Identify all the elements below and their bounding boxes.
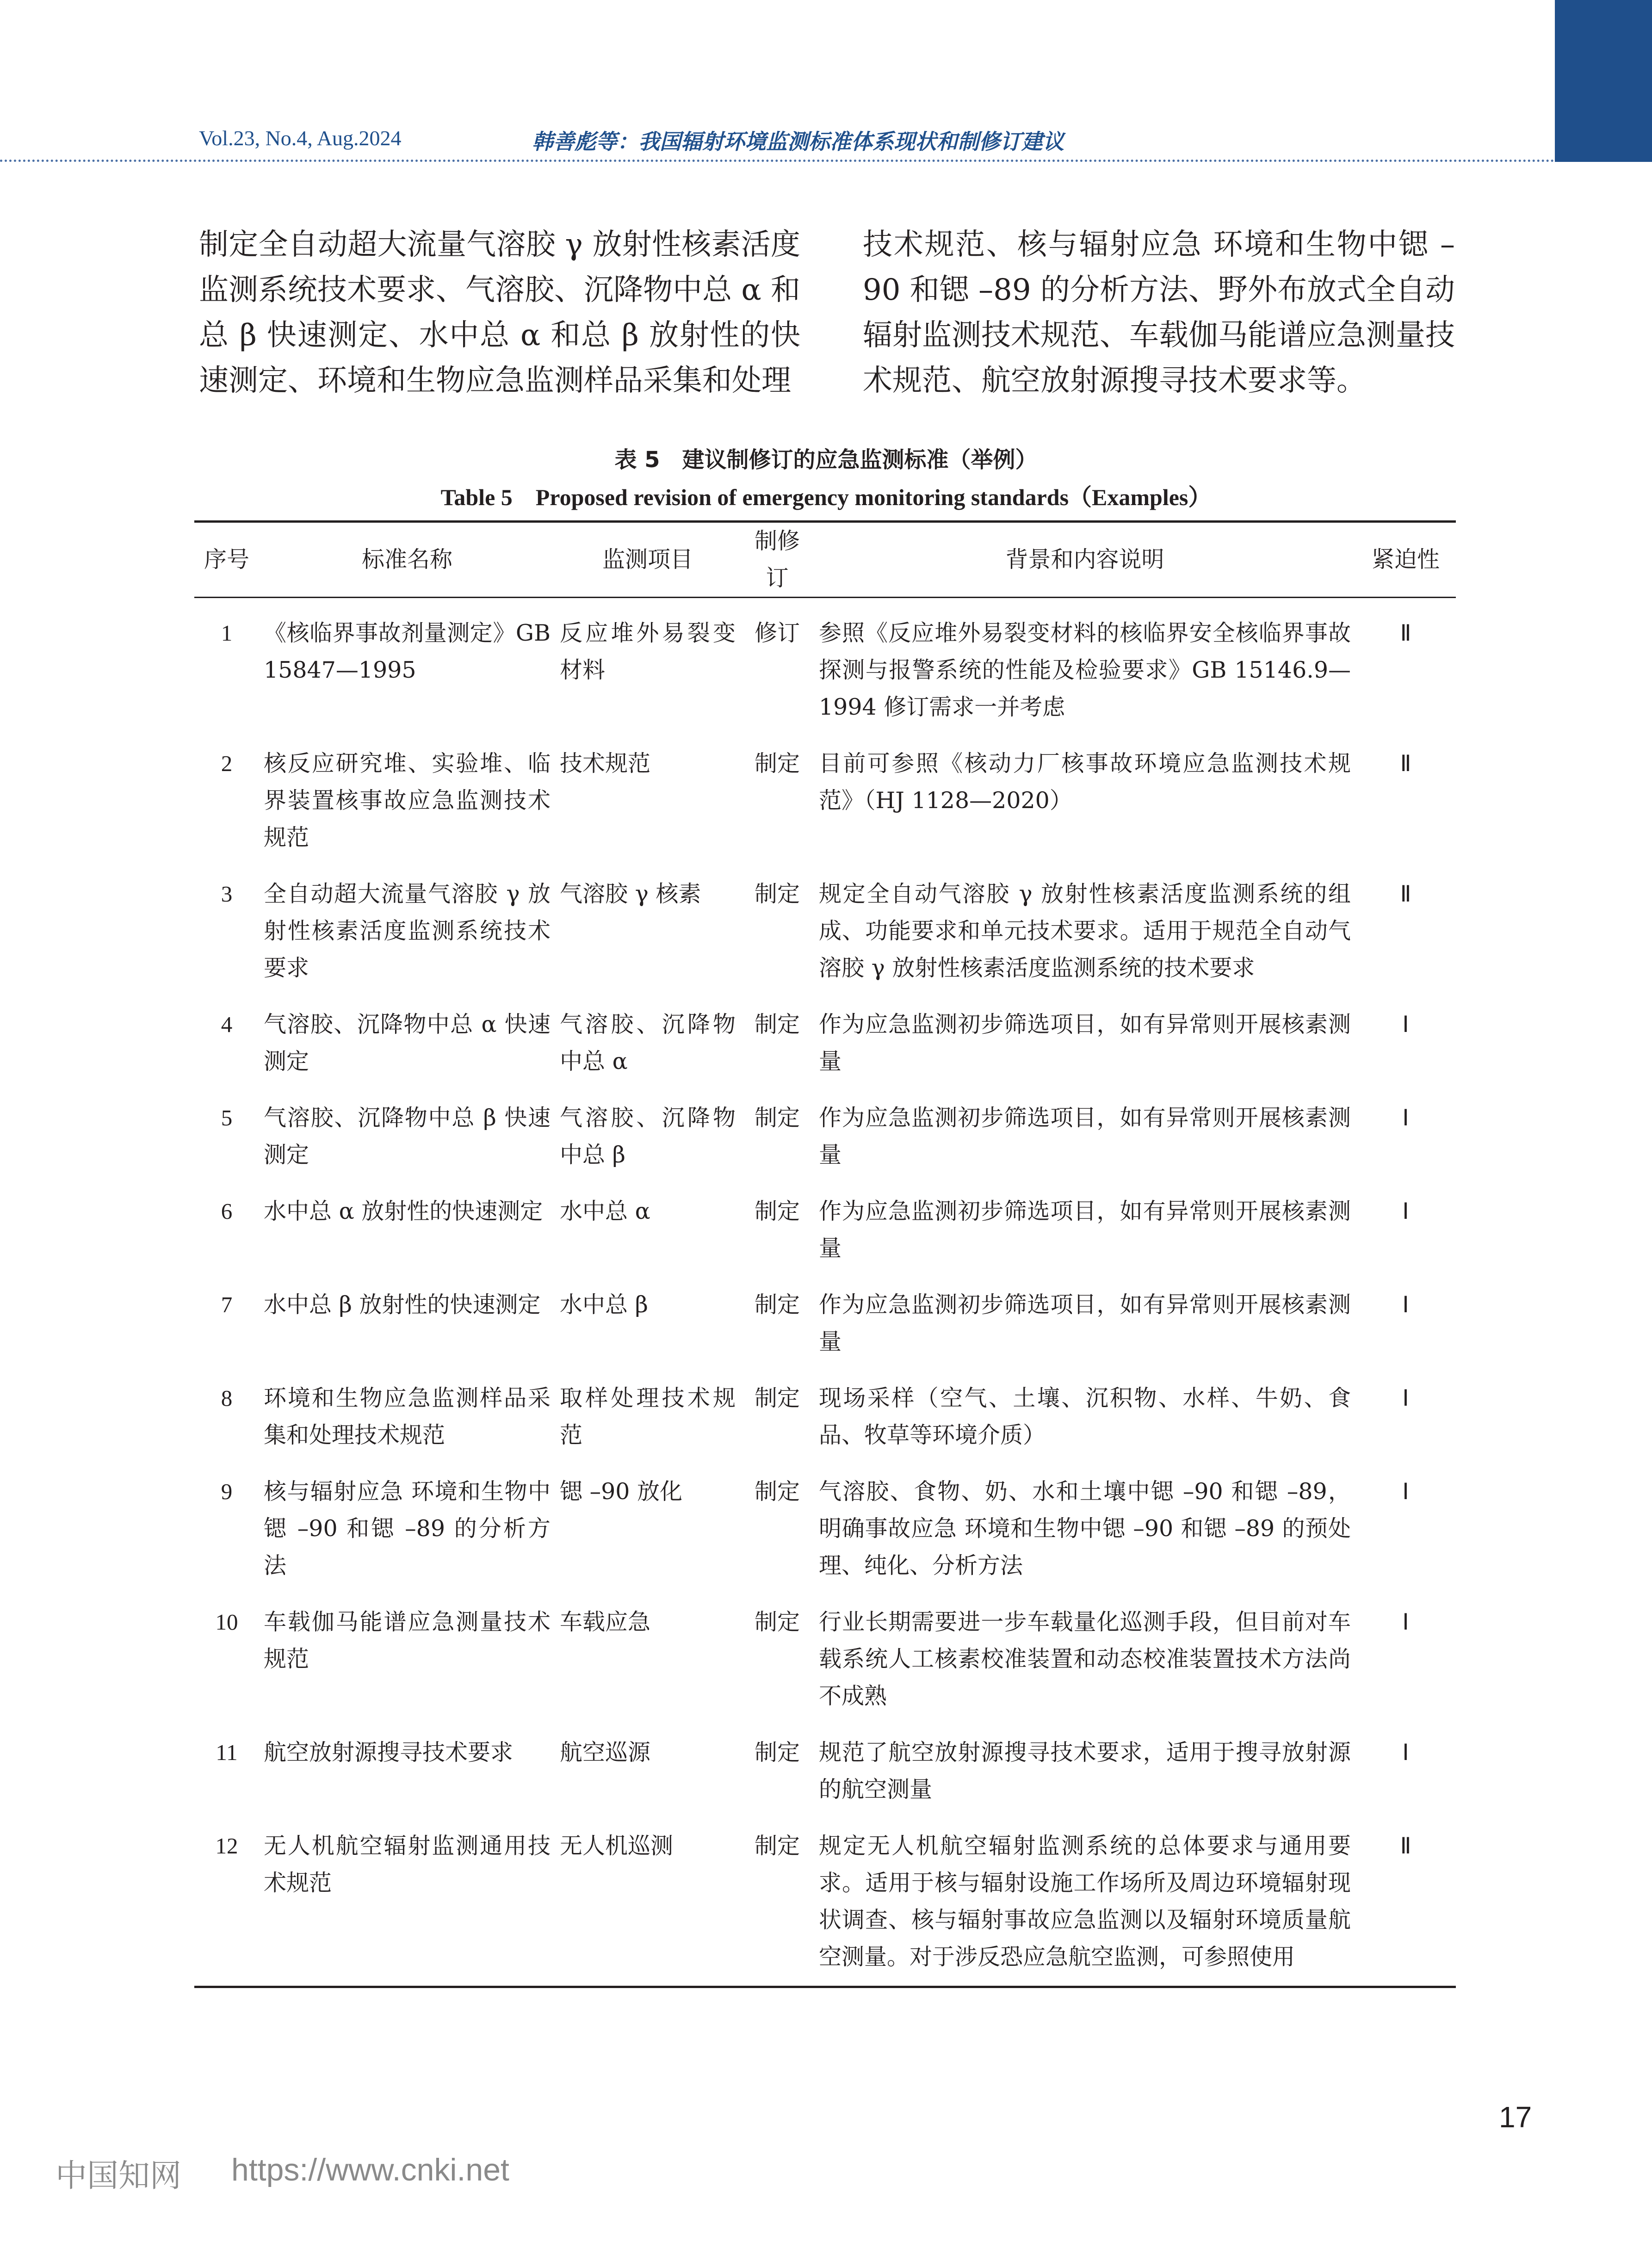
table-row bbox=[194, 1088, 1456, 1182]
body-text-left-column: 制定全自动超大流量气溶胶 γ 放射性核素活度监测系统技术要求、气溶胶、沉降物中总 α 和总 β 快速测定、水中总 α 和总 β 放射性的快速测定、环境和生物应急监测样品采集和处理 bbox=[199, 228, 800, 398]
table-row bbox=[194, 995, 1456, 1088]
cell-description: 作为应急监测初步筛选项目，如有异常则开展核素测量 bbox=[819, 1291, 1351, 1355]
header-item: 监测项目 bbox=[555, 522, 740, 598]
cell-item: 技术规范 bbox=[560, 750, 651, 777]
header-revision: 制修订 bbox=[740, 522, 814, 598]
cell-item: 无人机巡测 bbox=[555, 1816, 740, 1987]
cell-description: 作为应急监测初步筛选项目，如有异常则开展核素测量 bbox=[819, 1105, 1351, 1168]
cell-item: 水中总 α bbox=[560, 1198, 650, 1224]
running-title: 韩善彪等：我国辐射环境监测标准体系现状和制修订建议 bbox=[532, 129, 1064, 154]
cell-urgency: Ⅰ bbox=[1402, 1740, 1409, 1765]
cell-no: 4 bbox=[221, 1012, 233, 1037]
cell-name: 核反应研究堆、实验堆、临界装置核事故应急监测技术规范 bbox=[264, 750, 551, 851]
cell-name: 全自动超大流量气溶胶 γ 放射性核素活度监测系统技术要求 bbox=[264, 881, 551, 981]
cell-no: 1 bbox=[221, 620, 233, 646]
cell-urgency: Ⅱ bbox=[1400, 620, 1411, 646]
cell-revision: 制定 bbox=[754, 1105, 800, 1131]
cell-urgency: Ⅰ bbox=[1402, 1012, 1409, 1037]
cell-urgency: Ⅱ bbox=[1400, 751, 1411, 776]
body-text-right-column: 技术规范、核与辐射应急 环境和生物中锶 –90 和锶 –89 的分析方法、野外布放式全自动辐射监测技术规范、车载伽马能谱应急测量技术规范、航空放射源搜寻技术要求等。 bbox=[863, 228, 1455, 398]
cnki-watermark-logo: 中国知网 bbox=[56, 2158, 182, 2194]
table-row bbox=[194, 1723, 1456, 1816]
header-description: 背景和内容说明 bbox=[814, 522, 1355, 598]
cell-item: 航空巡源 bbox=[560, 1739, 651, 1766]
cell-name: 水中总 β 放射性的快速测定 bbox=[264, 1291, 541, 1318]
page-number: 17 bbox=[1499, 2100, 1532, 2134]
cell-no: 3 bbox=[221, 881, 233, 907]
cell-description: 规定全自动气溶胶 γ 放射性核素活度监测系统的组成、功能要求和单元技术要求。适用于规范全自动气溶胶 γ 放射性核素活度监测系统的技术要求 bbox=[819, 881, 1351, 981]
table-header-row bbox=[194, 522, 1456, 598]
cell-item: 锶 –90 放化 bbox=[560, 1478, 683, 1505]
cell-description: 规范了航空放射源搜寻技术要求，适用于搜寻放射源的航空测量 bbox=[819, 1739, 1351, 1803]
cell-no: 9 bbox=[221, 1479, 233, 1504]
cell-name: 核与辐射应急 环境和生物中锶 –90 和锶 –89 的分析方法 bbox=[264, 1478, 551, 1579]
cell-item: 车载应急 bbox=[560, 1609, 651, 1635]
header-urgency: 紧迫性 bbox=[1355, 522, 1456, 598]
cell-item: 水中总 β bbox=[560, 1291, 648, 1318]
cell-description: 作为应急监测初步筛选项目，如有异常则开展核素测量 bbox=[819, 1198, 1351, 1261]
cell-revision: 修订 bbox=[754, 620, 800, 646]
cell-no: 5 bbox=[221, 1105, 233, 1130]
cell-revision: 制定 bbox=[754, 750, 800, 777]
cell-revision: 制定 bbox=[754, 1198, 800, 1224]
corner-color-block bbox=[1555, 0, 1652, 162]
cnki-watermark-url[interactable]: https://www.cnki.net bbox=[231, 2152, 509, 2187]
table-caption-en: Table 5 Proposed revision of emergency monitoring standards（Examples） bbox=[440, 484, 1212, 510]
cell-item: 气溶胶 γ 核素 bbox=[560, 881, 701, 907]
cell-item: 反应堆外易裂变材料 bbox=[560, 620, 736, 683]
cell-no: 7 bbox=[221, 1292, 233, 1317]
table-row bbox=[194, 1816, 1456, 1987]
cell-description: 规定无人机航空辐射监测系统的总体要求与通用要求。适用于核与辐射设施工作场所及周边环境辐射现状调查、核与辐射事故应急监测以及辐射环境质量航空测量。对于涉反恐应急航空监测，可参照使用 bbox=[814, 1816, 1355, 1987]
cell-description: 行业长期需要进一步车载量化巡测手段，但目前对车载系统人工核素校准装置和动态校准装置技术方法尚不成熟 bbox=[819, 1609, 1351, 1709]
standards-table bbox=[194, 520, 1456, 1988]
cell-revision: 制定 bbox=[754, 1385, 800, 1411]
cell-revision: 制定 bbox=[754, 881, 800, 907]
table-row bbox=[194, 598, 1456, 735]
cell-name: 车载伽马能谱应急测量技术规范 bbox=[264, 1609, 551, 1672]
journal-volume: Vol.23, No.4, Aug.2024 bbox=[199, 126, 402, 150]
table-row bbox=[194, 1462, 1456, 1593]
cell-name: 水中总 α 放射性的快速测定 bbox=[264, 1198, 543, 1224]
cell-name: 《核临界事故剂量测定》GB 15847—1995 bbox=[264, 620, 551, 683]
cell-urgency: Ⅱ bbox=[1355, 1816, 1456, 1987]
cell-item: 气溶胶、沉降物中总 α bbox=[560, 1011, 736, 1075]
cell-description: 气溶胶、食物、奶、水和土壤中锶 –90 和锶 –89，明确事故应急 环境和生物中锶 –90 和锶 –89 的预处理、纯化、分析方法 bbox=[819, 1478, 1351, 1579]
cell-no: 2 bbox=[221, 751, 233, 776]
cell-name: 航空放射源搜寻技术要求 bbox=[264, 1739, 514, 1766]
cell-revision: 制定 bbox=[754, 1291, 800, 1318]
cell-name: 气溶胶、沉降物中总 β 快速测定 bbox=[264, 1105, 551, 1168]
cell-name: 无人机航空辐射监测通用技术规范 bbox=[259, 1816, 555, 1987]
cell-no: 11 bbox=[216, 1740, 238, 1765]
table-row bbox=[194, 1369, 1456, 1462]
cell-revision: 制定 bbox=[754, 1609, 800, 1635]
cell-revision: 制定 bbox=[740, 1816, 814, 1987]
cell-no: 12 bbox=[194, 1816, 259, 1987]
table-row bbox=[194, 1275, 1456, 1369]
cell-description: 目前可参照《核动力厂核事故环境应急监测技术规范》（HJ 1128—2020） bbox=[819, 750, 1351, 814]
cell-urgency: Ⅱ bbox=[1400, 881, 1411, 907]
cell-description: 现场采样（空气、土壤、沉积物、水样、牛奶、食品、牧草等环境介质） bbox=[819, 1385, 1351, 1448]
cell-urgency: Ⅰ bbox=[1402, 1479, 1409, 1504]
table-row bbox=[194, 734, 1456, 865]
header-divider bbox=[0, 160, 1555, 162]
cell-revision: 制定 bbox=[754, 1739, 800, 1766]
cell-item: 气溶胶、沉降物中总 β bbox=[560, 1105, 736, 1168]
cell-name: 环境和生物应急监测样品采集和处理技术规范 bbox=[264, 1385, 551, 1448]
cell-urgency: Ⅰ bbox=[1402, 1385, 1409, 1411]
cell-revision: 制定 bbox=[754, 1478, 800, 1505]
table-row bbox=[194, 1182, 1456, 1275]
table-row bbox=[194, 865, 1456, 995]
cell-urgency: Ⅰ bbox=[1402, 1198, 1409, 1224]
header-no: 序号 bbox=[194, 522, 259, 598]
table-caption-cn: 表 5 建议制修订的应急监测标准（举例） bbox=[614, 447, 1038, 473]
header-name: 标准名称 bbox=[259, 522, 555, 598]
cell-name: 气溶胶、沉降物中总 α 快速测定 bbox=[264, 1011, 551, 1075]
cell-revision: 制定 bbox=[754, 1011, 800, 1038]
cell-urgency: Ⅰ bbox=[1402, 1292, 1409, 1317]
cell-description: 参照《反应堆外易裂变材料的核临界安全核临界事故探测与报警系统的性能及检验要求》GB 15146.9—1994 修订需求一并考虑 bbox=[819, 620, 1351, 720]
cell-urgency: Ⅰ bbox=[1402, 1105, 1409, 1130]
table-row bbox=[194, 1593, 1456, 1723]
cell-no: 8 bbox=[221, 1385, 233, 1411]
cell-no: 10 bbox=[215, 1609, 238, 1635]
cell-urgency: Ⅰ bbox=[1402, 1609, 1409, 1635]
cell-description: 作为应急监测初步筛选项目，如有异常则开展核素测量 bbox=[819, 1011, 1351, 1075]
cell-no: 6 bbox=[221, 1198, 233, 1224]
cell-item: 取样处理技术规范 bbox=[560, 1385, 736, 1448]
